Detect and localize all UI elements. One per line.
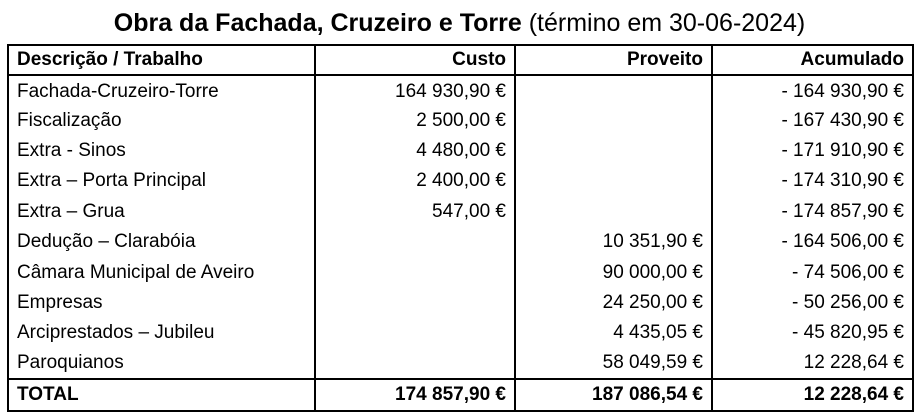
- total-custo: 174 857,90 €: [315, 379, 515, 411]
- cell-acumulado: - 74 506,00 €: [712, 257, 913, 287]
- table-row: [8, 105, 913, 135]
- cell-proveito: 90 000,00 €: [515, 257, 712, 287]
- cell-descricao: Fachada-Cruzeiro-Torre: [8, 75, 315, 105]
- cell-custo: [315, 318, 515, 348]
- table-row: [8, 75, 913, 105]
- cell-descricao: Dedução – Clarabóia: [8, 227, 315, 257]
- cell-custo: [315, 257, 515, 287]
- cell-descricao: Extra – Porta Principal: [8, 166, 315, 196]
- cell-proveito: [515, 136, 712, 166]
- cell-descricao: Fiscalização: [8, 105, 315, 135]
- table-row: [8, 288, 913, 318]
- cell-custo: 547,00 €: [315, 197, 515, 227]
- header-custo: Custo: [315, 45, 515, 75]
- total-proveito: 187 086,54 €: [515, 379, 712, 411]
- table-row: [8, 318, 913, 348]
- cell-acumulado: 12 228,64 €: [712, 349, 913, 379]
- table-row: [8, 257, 913, 287]
- cell-proveito: 10 351,90 €: [515, 227, 712, 257]
- cell-descricao: Paroquianos: [8, 349, 315, 379]
- cell-acumulado: - 174 310,90 €: [712, 166, 913, 196]
- total-row: [8, 379, 913, 411]
- table-row: [8, 349, 913, 379]
- header-proveito: Proveito: [515, 45, 712, 75]
- cell-descricao: Extra - Sinos: [8, 136, 315, 166]
- table-row: [8, 136, 913, 166]
- title-date-note: (término em 30-06-2024): [521, 9, 806, 37]
- cell-acumulado: - 167 430,90 €: [712, 105, 913, 135]
- table-row: [8, 197, 913, 227]
- cost-table: [7, 44, 914, 412]
- cell-acumulado: - 50 256,00 €: [712, 288, 913, 318]
- title-main: Obra da Fachada, Cruzeiro e Torre: [113, 9, 522, 37]
- cell-proveito: [515, 105, 712, 135]
- cell-proveito: 24 250,00 €: [515, 288, 712, 318]
- header-acumulado: Acumulado: [712, 45, 913, 75]
- cell-custo: 2 400,00 €: [315, 166, 515, 196]
- cell-acumulado: - 174 857,90 €: [712, 197, 913, 227]
- cell-proveito: [515, 75, 712, 105]
- cell-custo: [315, 227, 515, 257]
- header-descricao: Descrição / Trabalho: [8, 45, 315, 75]
- cell-acumulado: - 164 506,00 €: [712, 227, 913, 257]
- cell-acumulado: - 164 930,90 €: [712, 75, 913, 105]
- table-title: [6, 4, 913, 42]
- cell-custo: 164 930,90 €: [315, 75, 515, 105]
- total-acumulado: 12 228,64 €: [712, 379, 913, 411]
- cell-acumulado: - 45 820,95 €: [712, 318, 913, 348]
- cell-descricao: Arciprestados – Jubileu: [8, 318, 315, 348]
- cell-acumulado: - 171 910,90 €: [712, 136, 913, 166]
- table-row: [8, 166, 913, 196]
- header-row: [8, 45, 913, 75]
- cell-proveito: 4 435,05 €: [515, 318, 712, 348]
- table-row: [8, 227, 913, 257]
- cell-custo: [315, 288, 515, 318]
- cell-descricao: Empresas: [8, 288, 315, 318]
- cell-custo: 2 500,00 €: [315, 105, 515, 135]
- cell-proveito: [515, 197, 712, 227]
- total-label: TOTAL: [8, 379, 315, 411]
- cell-descricao: Extra – Grua: [8, 197, 315, 227]
- cell-custo: 4 480,00 €: [315, 136, 515, 166]
- cell-proveito: [515, 166, 712, 196]
- cell-custo: [315, 349, 515, 379]
- cell-descricao: Câmara Municipal de Aveiro: [8, 257, 315, 287]
- cell-proveito: 58 049,59 €: [515, 349, 712, 379]
